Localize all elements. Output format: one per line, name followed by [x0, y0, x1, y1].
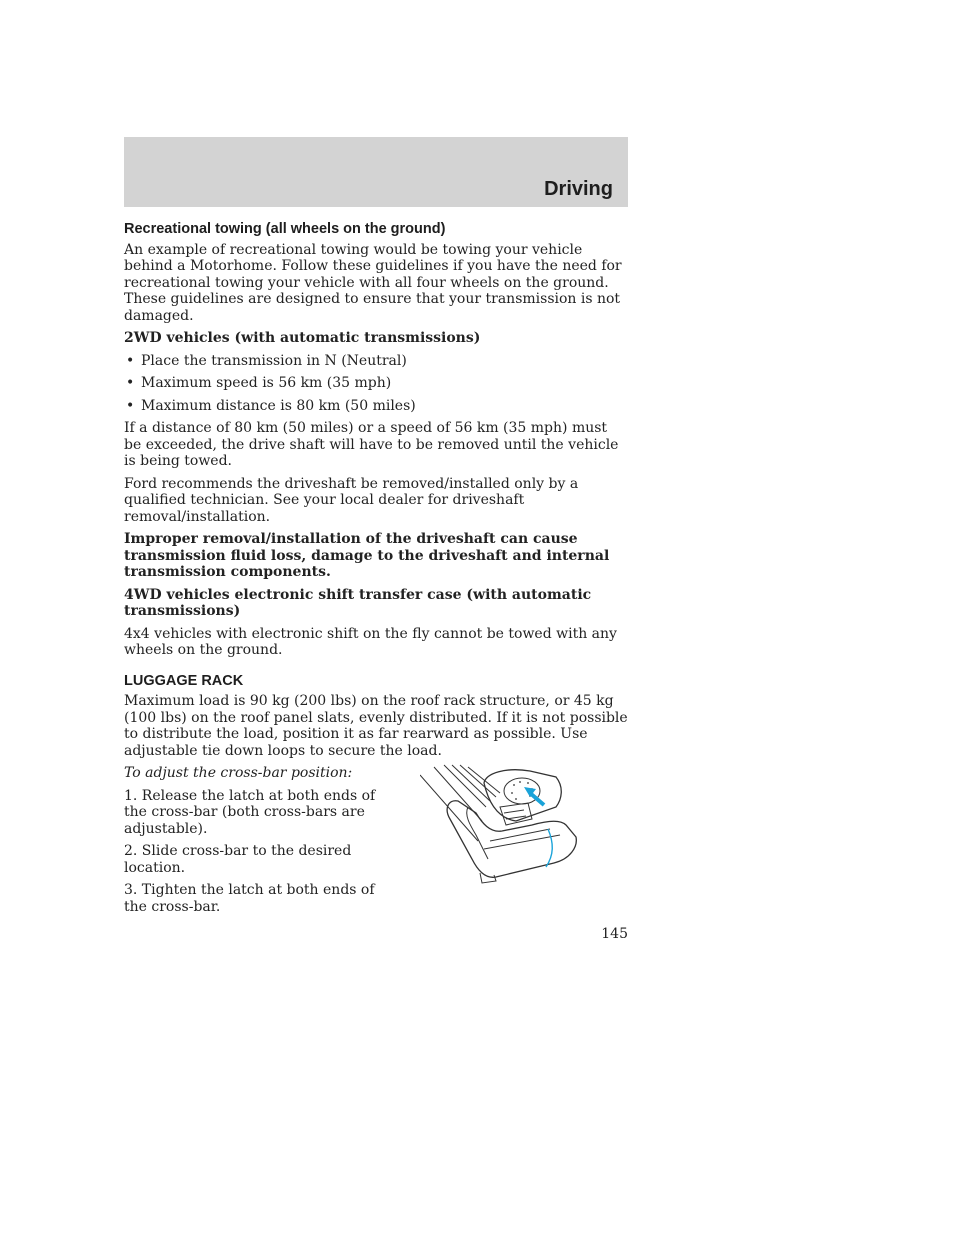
list-item	[124, 353, 628, 370]
driveshaft-warning: Improper removal/installation of the driveshaft can cause transmission fluid loss, damage to the driveshaft and internal transmission components.	[124, 531, 610, 580]
bullet-text: Maximum speed is 56 km (35 mph)	[141, 375, 392, 391]
step-1: 1. Release the latch at both ends of the cross-bar (both cross-bars are adjustable).	[124, 787, 376, 837]
section-title: Driving	[544, 178, 613, 200]
towing-intro: An example of recreational towing would be towing your vehicle behind a Motorhome. Follow these guidelines if you have the need for recreational towing your vehicle with all four wheels on the ground. These guidelines are designed to ensure that your transmission is not damaged.	[124, 241, 622, 324]
bullet-text: Maximum distance is 80 km (50 miles)	[141, 397, 416, 414]
towing-heading: Recreational towing (all wheels on the ground)	[124, 221, 446, 237]
luggage-heading: LUGGAGE RACK	[124, 672, 244, 689]
page-content	[124, 221, 628, 921]
4x4-paragraph: 4x4 vehicles with electronic shift on the fly cannot be towed with any wheels on the ground.	[124, 625, 617, 658]
towing-guidelines-list	[124, 353, 628, 415]
ford-paragraph: Ford recommends the driveshaft be removed/installed only by a qualified technician. See your local dealer for driveshaft removal/installation.	[124, 475, 579, 525]
step-3: 3. Tighten the latch at both ends of the cross-bar.	[124, 882, 375, 915]
crossbar-section	[124, 765, 628, 915]
subheading-2wd: 2WD vehicles (with automatic transmissions)	[124, 330, 481, 346]
crossbar-steps	[124, 765, 376, 915]
section-header-band	[124, 137, 628, 207]
luggage-load-paragraph: Maximum load is 90 kg (200 lbs) on the roof rack structure, or 45 kg (100 lbs) on the roof panel slats, evenly distributed. If it is not possible to distribute the load, position it as far rearward as possible. Use adjustable tie down loops to secure the load.	[124, 693, 628, 759]
adjust-intro: To adjust the cross-bar position:	[124, 765, 353, 781]
step-2: 2. Slide cross-bar to the desired location.	[124, 843, 352, 876]
list-item	[124, 398, 628, 415]
exceed-paragraph: If a distance of 80 km (50 miles) or a speed of 56 km (35 mph) must be exceeded, the drive shaft will have to be removed until the vehicle is being towed.	[124, 420, 619, 469]
subheading-4wd: 4WD vehicles electronic shift transfer case (with automatic transmissions)	[124, 586, 592, 619]
bullet-icon: •	[126, 352, 135, 369]
list-item	[124, 375, 628, 392]
cross-bar-latch-illustration	[420, 763, 582, 885]
bullet-icon: •	[126, 397, 135, 414]
bullet-text: Place the transmission in N (Neutral)	[141, 352, 407, 369]
page-number: 145	[601, 926, 628, 942]
bullet-icon: •	[126, 375, 135, 391]
